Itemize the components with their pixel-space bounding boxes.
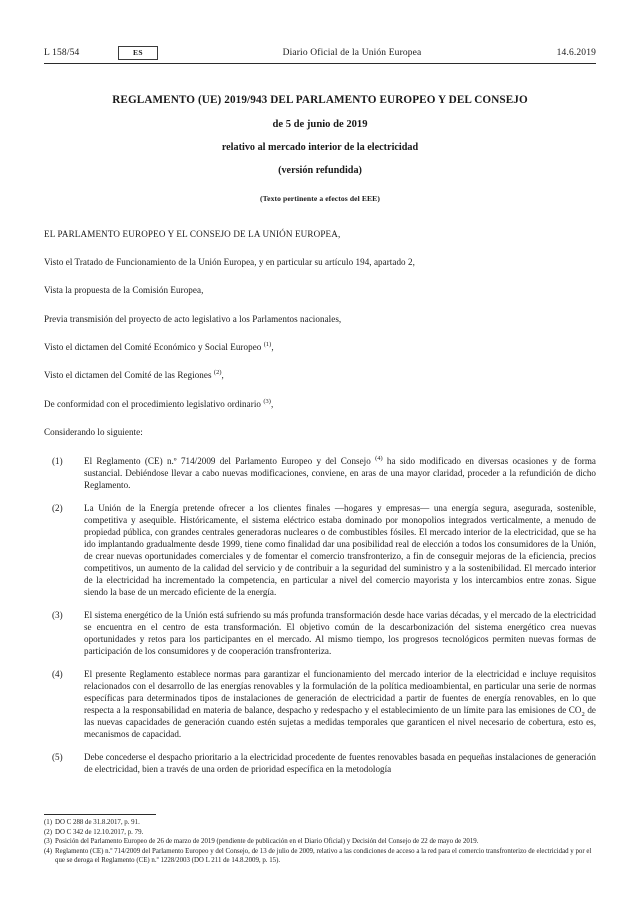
- regulation-title: REGLAMENTO (UE) 2019/943 DEL PARLAMENTO EUROPEO Y DEL CONSEJO: [112, 94, 528, 106]
- recital-text-part1: El presente Reglamento establece normas para garantizar el funcionamiento del mercado interior de la electricidad e incluye requisitos relacionados con el desarrollo de las energías renovables y la formulación de la política medioambiental, en particular una serie de normas específicas para determinados tipos de instalaciones de generación de electricidad a partir de fuentes de energía renovables, en lo que respecta a la responsabilidad en materia de balance, despacho y redespacho y el establecimiento de un límite para las emisiones de CO: [84, 669, 596, 716]
- considering-whereas: Considerando lo siguiente:: [44, 427, 143, 438]
- recital-number: (2): [52, 503, 63, 514]
- regulation-subject: relativo al mercado interior de la electricidad: [221, 141, 419, 153]
- recital-item: [44, 502, 596, 598]
- eea-relevance-note: (Texto pertinente a efectos del EEE): [260, 193, 380, 203]
- recital-text: El sistema energético de la Unión está sufriendo su más profunda transformación desde hace varias décadas, y el mercado de la electricidad se encuentra en el centro de esta transformación. El objetivo común de la descarbonización del sistema energético crea nuevas oportunidades y retos para los participantes en el mercado. Al mismo tiempo, los progresos tecnológicos permiten nuevas formas de participación de los consumidores y de cooperación transfronteriza.: [84, 610, 596, 657]
- footnote-item: [44, 818, 596, 827]
- recital-text-part2: de las nuevas capacidades de generación cuando estén sujetas a medidas temporales que garanticen el nivel necesario de cobertura, esto es, mecanismos de capacidad.: [84, 705, 596, 740]
- footnote-item: [44, 828, 596, 837]
- footnote-item: [44, 847, 596, 865]
- publication-date: 14.6.2019: [556, 48, 596, 58]
- page-header: [44, 46, 596, 60]
- language-code-box: ES: [118, 46, 158, 61]
- recital-item: [44, 751, 596, 775]
- eesc-opinion-text: Visto el dictamen del Comité Económico y Social Europeo: [44, 342, 264, 352]
- journal-reference: L 158/54: [44, 48, 80, 58]
- journal-title: Diario Oficial de la Unión Europea: [282, 48, 422, 58]
- title-block: [44, 93, 596, 203]
- footnotes-block: [44, 814, 596, 866]
- recital-number: (4): [52, 669, 63, 680]
- footnote-marker: (2): [44, 828, 53, 836]
- footnote-text: DO C 342 de 12.10.2017, p. 79.: [55, 828, 144, 836]
- header-divider: [44, 63, 596, 64]
- footnote-divider: [44, 814, 156, 815]
- footnote-marker: (3): [44, 838, 53, 846]
- cor-opinion-text: Visto el dictamen del Comité de las Regiones: [44, 370, 214, 381]
- footnote-ref-4: (4): [375, 455, 383, 463]
- footnote-item: [44, 837, 596, 846]
- footnote-marker: (4): [44, 848, 53, 856]
- preamble-item-transmission: Previa transmisión del proyecto de acto legislativo a los Parlamentos nacionales,: [44, 313, 342, 324]
- language-box-wrap: [118, 46, 182, 61]
- preamble-item-eesc-opinion: [44, 342, 596, 353]
- recital-text-part1: El Reglamento (CE) n.º 714/2009 del Parlamento Europeo y del Consejo: [84, 456, 376, 467]
- procedure-tail: ,: [270, 398, 274, 409]
- preamble-institutions: EL PARLAMENTO EUROPEO Y EL CONSEJO DE LA UNIÓN EUROPEA,: [44, 228, 341, 239]
- cor-opinion-tail: ,: [221, 370, 224, 381]
- footnote-text: DO C 288 de 31.8.2017, p. 91.: [55, 819, 140, 827]
- footnote-text: Posición del Parlamento Europeo de 26 de marzo de 2019 (pendiente de publicación en el Diario Oficial) y Decisión del Consejo de 22 de mayo de 2019.: [55, 838, 479, 846]
- recital-text-part2: ha sido modificado en diversas ocasiones y de forma sustancial. Debiéndose llevar a cabo nuevas modificaciones, conviene, en aras de una mayor claridad, proceder a la refundición de dicho Reglamento.: [84, 456, 596, 491]
- preamble-item-procedure: [44, 399, 596, 410]
- preamble-item-proposal: Vista la propuesta de la Comisión Europea,: [44, 285, 204, 296]
- preamble-item-treaty: Visto el Tratado de Funcionamiento de la Unión Europea, y en particular su artículo 194, apartado 2,: [44, 256, 415, 267]
- footnote-ref-3: (3): [263, 397, 271, 405]
- preamble-item-cor-opinion: [44, 370, 596, 381]
- regulation-date: de 5 de junio de 2019: [272, 118, 368, 130]
- recital-item: [44, 668, 596, 740]
- recital-text: Debe concederse el despacho prioritario a la electricidad procedente de fuentes renovables basada en pequeñas instalaciones de generación de electricidad, bien a través de una orden de prioridad específica en la metodología: [84, 752, 596, 775]
- footnote-text: Reglamento (CE) n.º 714/2009 del Parlamento Europeo y del Consejo, de 13 de julio de 2009, relativo a las condiciones de acceso a la red para el comercio transfronterizo de electricidad y por el que se deroga el Reglamento (CE) n.º 1228/2003 (DO L 211 de 14.8.2009, p. 15).: [55, 848, 592, 865]
- procedure-text: De conformidad con el procedimiento legislativo ordinario: [44, 398, 264, 409]
- co2-subscript: 2: [581, 711, 585, 719]
- recital-item: [44, 455, 596, 491]
- footnote-ref-2: (2): [213, 369, 222, 377]
- recital-number: (1): [52, 456, 63, 467]
- recital-number: (5): [52, 752, 63, 763]
- footnote-ref-1: (1): [263, 340, 272, 348]
- recital-text: [84, 668, 596, 740]
- recitals-list: [44, 455, 596, 775]
- footnote-marker: (1): [44, 819, 53, 827]
- recital-text: [84, 455, 596, 491]
- regulation-version: (versión refundida): [278, 164, 362, 176]
- recital-number: (3): [52, 610, 63, 621]
- eesc-opinion-tail: ,: [271, 342, 274, 352]
- recital-item: [44, 609, 596, 657]
- preamble: [44, 229, 596, 439]
- recital-text: La Unión de la Energía pretende ofrecer a los clientes finales —hogares y empresas— una energía segura, asegurada, sostenible, competitiva y asequible. Históricamente, el sistema eléctrico estaba dominado por monopolios integrados verticalmente, a menudo de propiedad pública, con grandes centrales generadoras nucleares o de combustibles fósiles. El mercado interior de la electricidad, que se ha ido implantando gradualmente desde 1999, tiene como finalidad dar una posibilidad real de elección a todos los consumidores de la Unión, de crear nuevas oportunidades comerciales y de fomentar el comercio transfronterizo, a fin de conseguir mejoras de la eficiencia, precios competitivos, un aumento de la calidad del servicio y de contribuir a la seguridad del suministro y a la sostenibilidad. El mercado interior de la electricidad ha incrementado la competencia, en particular a nivel del comercio mayorista y los intercambios entre zonas. Sigue siendo la base de un mercado eficiente de la energía.: [84, 503, 596, 598]
